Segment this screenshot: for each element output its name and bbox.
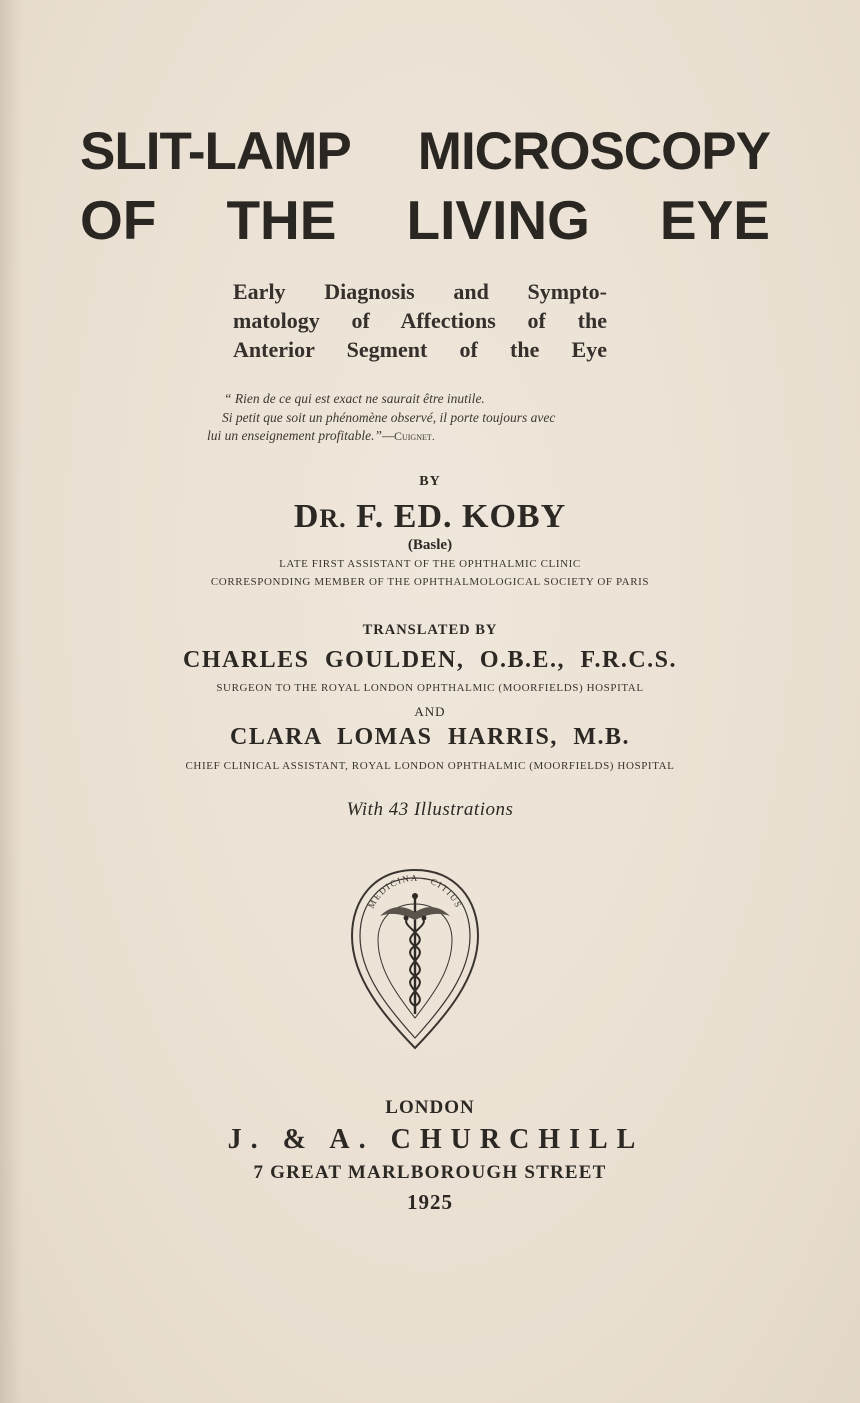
subtitle-line-3: Anterior Segment of the Eye (233, 337, 607, 362)
caduceus-seal-icon (348, 866, 482, 1052)
imprint-publisher: J. & A. CHURCHILL (227, 1124, 645, 1155)
translator-1-name: CHARLES GOULDEN, O.B.E., F.R.C.S. (182, 647, 678, 673)
epigraph-line-3 (207, 428, 435, 444)
translator-1-credential: SURGEON TO THE ROYAL LONDON OPHTHALMIC (MOORFIELDS) HOSPITAL (216, 682, 644, 694)
translator-2-credential: CHIEF CLINICAL ASSISTANT, ROYAL LONDON OPHTHALMIC (MOORFIELDS) HOSPITAL (185, 760, 675, 772)
author-credential-1: LATE FIRST ASSISTANT OF THE OPHTHALMIC CLINIC (279, 558, 581, 570)
and-label: AND (414, 704, 446, 719)
epigraph-attribution: Cuignet. (393, 429, 435, 443)
book-title-line-1: SLIT-LAMP MICROSCOPY (80, 122, 770, 181)
author-location: (Basle) (407, 537, 453, 553)
author-name (0, 498, 860, 536)
by-label: BY (419, 474, 441, 489)
author-name-text: F. ED. KOBY (356, 498, 567, 535)
subtitle-line-1: Early Diagnosis and Sympto- (233, 279, 607, 304)
epigraph-line-2: Si petit que soit un phénomène observé, il porte toujours avec (222, 410, 556, 425)
imprint-year: 1925 (407, 1190, 453, 1214)
epigraph-line-1: “ Rien de ce qui est exact ne saurait être inutile. (224, 391, 485, 406)
epigraph-text: lui un enseignement profitable.”— (207, 428, 394, 443)
author-prefix-big: D (293, 498, 320, 535)
imprint-address: 7 GREAT MARLBOROUGH STREET (253, 1162, 607, 1183)
subtitle-line-2: matology of Affections of the (233, 308, 607, 333)
imprint-city: LONDON (385, 1097, 475, 1118)
illustrations-note: With 43 Illustrations (346, 799, 514, 820)
author-prefix-small: R. (319, 504, 347, 533)
book-title-line-2: OF THE LIVING EYE (80, 189, 770, 251)
author-credential-2: CORRESPONDING MEMBER OF THE OPHTHALMOLOGICAL SOCIETY OF PARIS (210, 576, 650, 588)
translated-by-label: TRANSLATED BY (362, 622, 498, 638)
translator-2-name: CLARA LOMAS HARRIS, M.B. (229, 724, 631, 750)
svg-text:MEDICINA · CITIUS: MEDICINA · CITIUS (365, 872, 465, 910)
